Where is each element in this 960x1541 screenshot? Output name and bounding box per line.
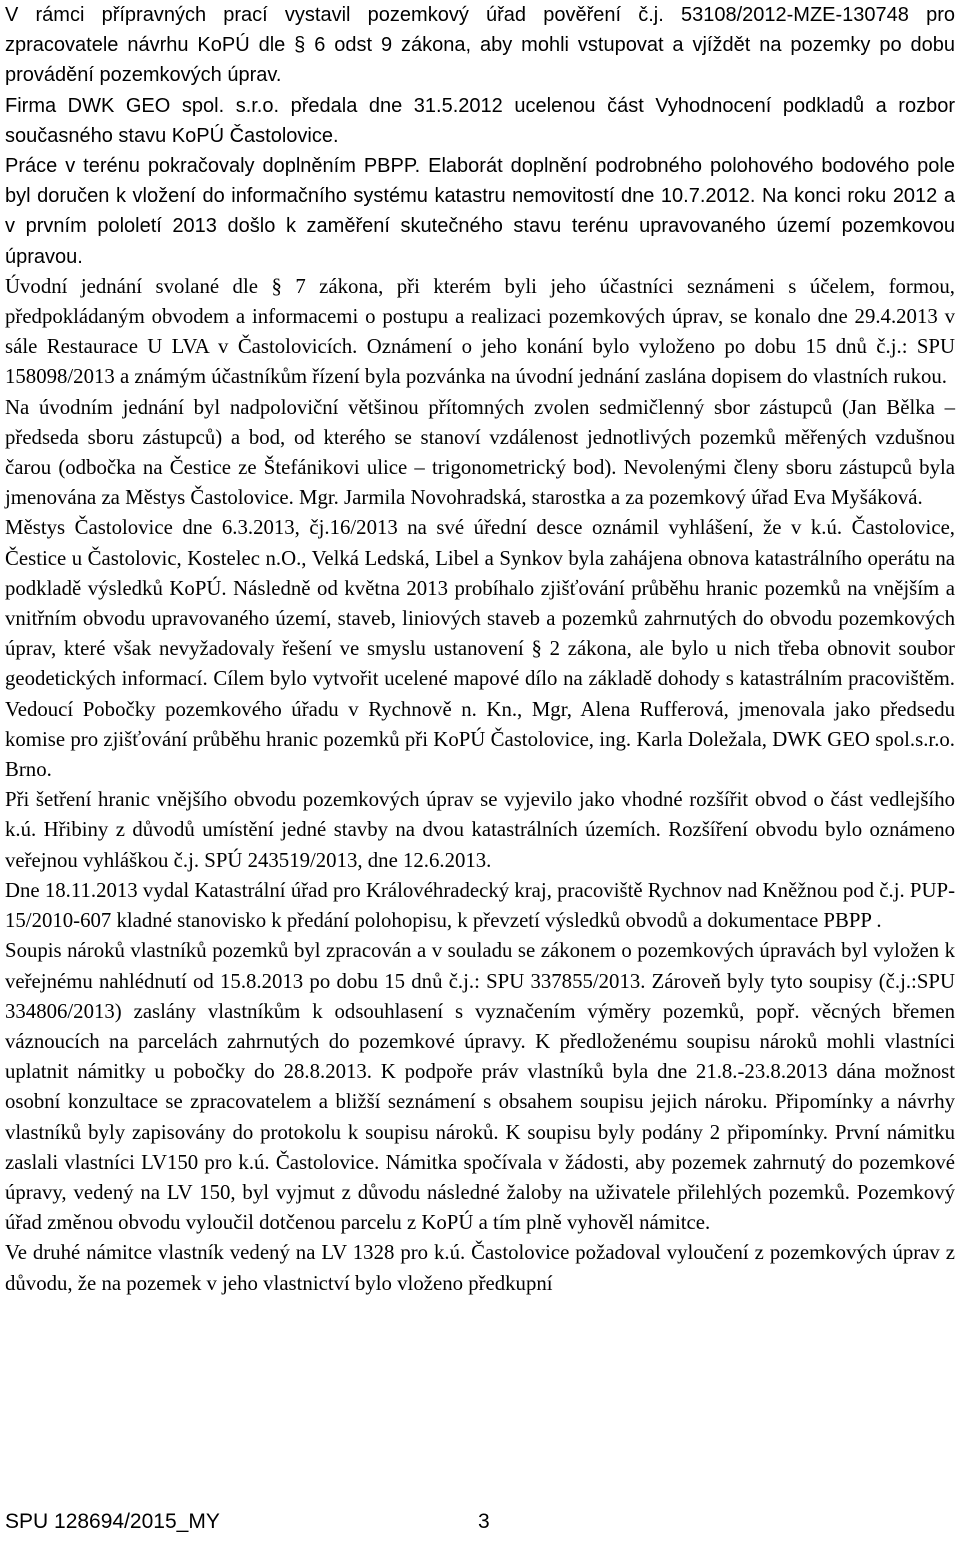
document-body	[5, 0, 955, 1299]
footer-page-number: 3	[478, 1510, 490, 1533]
paragraph-dwk-geo-handover: Firma DWK GEO spol. s.r.o. předala dne 31.5.2012 ucelenou část Vyhodnocení podkladů a rozbor současného stavu KoPÚ Častolovice.	[5, 94, 955, 147]
page-footer	[5, 1508, 955, 1536]
paragraph-cadastral-office-opinion: Dne 18.11.2013 vydal Katastrální úřad pro Královéhradecký kraj, pracoviště Rychnov nad Kněžnou pod č.j. PUP-15/2010-607 kladné stanovisko k předání polohopisu, k převzetí výsledků obvodů a dokumentace PBPP .	[5, 878, 955, 933]
paragraph-field-work: Práce v terénu pokračovaly doplněním PBPP. Elaborát doplnění podrobného polohového bodového pole byl doručen k vložení do informačního systému katastru nemovitostí dne 10.7.2012. Na konci roku 2012 a v prvním pololetí 2013 došlo k zaměření skutečného stavu terénu upravovaného území pozemkovou úpravou.	[5, 155, 955, 268]
paragraph-board-of-representatives: Na úvodním jednání byl nadpoloviční většinou přítomných zvolen sedmičlenný sbor zástupců (Jan Bělka – předseda sboru zástupců) a bod, od kterého se stanoví vzdálenost jednotlivých pozemků měřených vzdušnou čarou (odbočka na Čestice ze Štefánikovi ulice – trigonometrický bod). Nevolenými členy sboru zástupců byla jmenována za Městys Častolovice. Mgr. Jarmila Novohradská, starostka a za pozemkový úřad Eva Myšáková.	[5, 395, 955, 510]
paragraph-cadastral-renewal: Městys Častolovice dne 6.3.2013, čj.16/2013 na své úřední desce oznámil vyhlášení, že v k.ú. Častolovice, Čestice u Častolovic, Kostelec n.O., Velká Ledská, Libel a Synkov byla zahájena obnova katastrálního operátu na podkladě výsledků KoPÚ. Následně od května 2013 probíhalo zjišťování průběhu hranic pozemků na vnějším a vnitřním obvodu upravovaného území, staveb, liniových staveb a pozemků zahrnutých do obvodu pozemkových úprav, které však nevyžadovaly řešení ve smyslu ustanovení § 2 zákona, ale bylo u nich třeba obnovit soubor geodetických informací. Cílem bylo vytvořit ucelené mapové dílo na základě dohody s katastrálním pracovištěm. Vedoucí Pobočky pozemkového úřadu v Rychnově n. Kn., Mgr, Alena Rufferová, jmenovala jako předsedu komise pro zjišťování průběhu hranic pozemků při KoPÚ Častolovice, ing. Karla Doležala, DWK GEO spol.s.r.o. Brno.	[5, 516, 955, 782]
paragraph-introductory-meeting: Úvodní jednání svolané dle § 7 zákona, při kterém byli jeho účastníci seznámeni s účelem, formou, předpokládaným obvodem a informacemi o postupu a realizaci pozemkových úprav, se konalo dne 29.4.2013 v sále Restaurace U LVA v Častolovicích. Oznámení o jeho konání bylo vyloženo po dobu 15 dnů č.j.: SPU 158098/2013 a známým účastníkům řízení byla pozvánka na úvodní jednání zaslána dopisem do vlastních rukou.	[5, 274, 955, 389]
footer-document-id: SPU 128694/2015_MY	[5, 1510, 220, 1533]
paragraph-authorization: V rámci přípravných prací vystavil pozemkový úřad pověření č.j. 53108/2012-MZE-130748 pro zpracovatele návrhu KoPÚ dle § 6 odst 9 zákona, aby mohli vstupovat a vjíždět na pozemky po dobu provádění pozemkových úprav.	[5, 4, 955, 87]
paragraph-boundary-extension: Při šetření hranic vnějšího obvodu pozemkových úprav se vyjevilo jako vhodné rozšířit obvod o část vedlejšího k.ú. Hřibiny z důvodů umístění jedné stavby na dvou katastrálních územích. Rozšíření obvodu bylo oznámeno veřejnou vyhláškou č.j. SPÚ 243519/2013, dne 12.6.2013.	[5, 788, 955, 872]
paragraph-second-objection: Ve druhé námitce vlastník vedený na LV 1328 pro k.ú. Častolovice požadoval vyloučení z pozemkových úprav z důvodu, že na pozemek v jeho vlastnictví bylo vloženo předkupní	[5, 1241, 955, 1295]
paragraph-claims-inventory: Soupis nároků vlastníků pozemků byl zpracován a v souladu se zákonem o pozemkových úpravách byl vyložen k veřejnému nahlédnutí od 15.8.2013 po dobu 15 dnů č.j.: SPU 337855/2013. Zároveň byly tyto soupisy (č.j.:SPU 334806/2013) zaslány vlastníkům k odsouhlasení s vyznačením výměry pozemků, popř. věcných břemen váznoucích na parcelách zahrnutých do pozemkové úpravy. K předloženému soupisu nároků mohli vlastníci uplatnit námitky u pobočky do 28.8.2013. K podpoře práv vlastníků byla dne 21.8.-23.8.2013 dána možnost osobní konzultace se zpracovatelem a bližší seznámení s obsahem soupisu jejich nároku. Připomínky a návrhy vlastníků byly zapisovány do protokolu k soupisu nároků. K soupisu byly podány 2 připomínky. První námitku zaslali vlastníci LV150 pro k.ú. Častolovice. Námitka spočívala v žádosti, aby pozemek zahrnutý do pozemkové úpravy, vedený na LV 150, byl vyjmut z důvodu následné žaloby na uživatele přilehlých pozemků. Pozemkový úřad změnou obvodu vyloučil dotčenou parcelu z KoPÚ a tím plně vyhověl námitce.	[5, 939, 955, 1235]
